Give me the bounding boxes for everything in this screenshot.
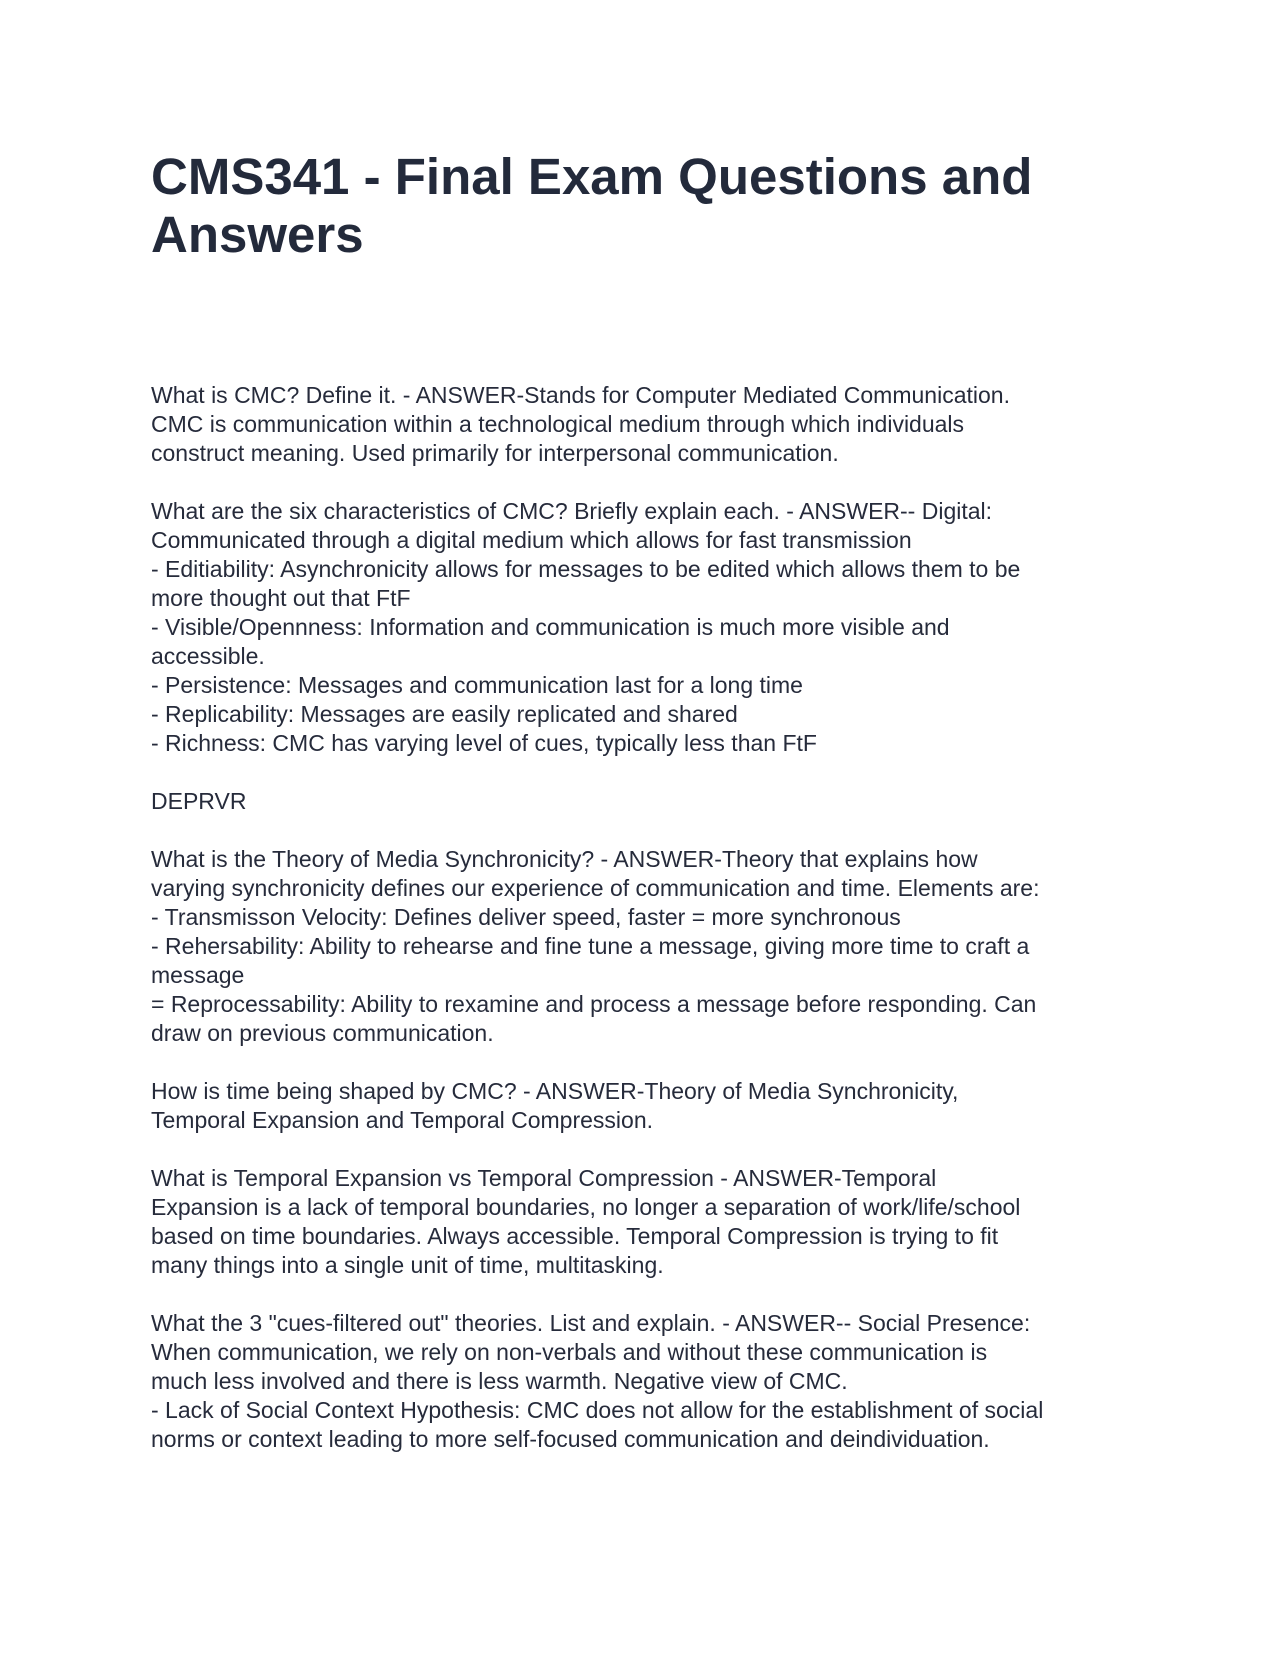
text-line: CMC is communication within a technological medium through which individuals xyxy=(151,411,965,437)
text-line: more thought out that FtF xyxy=(151,585,411,611)
text-line: based on time boundaries. Always accessible. Temporal Compression is trying to fit xyxy=(151,1223,999,1249)
document-body xyxy=(151,381,1141,1483)
text-line: - Lack of Social Context Hypothesis: CMC does not allow for the establishment of social xyxy=(151,1397,1044,1423)
text-line: = Reprocessability: Ability to rexamine and process a message before responding. Can xyxy=(151,991,1037,1017)
text-line: varying synchronicity defines our experience of communication and time. Elements are: xyxy=(151,875,1040,901)
text-line: Expansion is a lack of temporal boundaries, no longer a separation of work/life/school xyxy=(151,1194,1021,1220)
document-title xyxy=(151,148,1141,264)
text-line: What is Temporal Expansion vs Temporal Compression - ANSWER-Temporal xyxy=(151,1165,937,1191)
text-line: - Rehersability: Ability to rehearse and fine tune a message, giving more time to craft a xyxy=(151,933,1030,959)
text-line: - Transmisson Velocity: Defines deliver speed, faster = more synchronous xyxy=(151,904,901,930)
text-line: When communication, we rely on non-verbals and without these communication is xyxy=(151,1339,988,1365)
text-line: message xyxy=(151,962,245,988)
text-line: - Persistence: Messages and communication last for a long time xyxy=(151,672,803,698)
qa-temporal-expansion-compression xyxy=(151,1164,1141,1280)
text-line: much less involved and there is less warmth. Negative view of CMC. xyxy=(151,1368,848,1394)
text-line: - Richness: CMC has varying level of cues, typically less than FtF xyxy=(151,730,817,756)
text-line: many things into a single unit of time, multitasking. xyxy=(151,1252,664,1278)
qa-time-shaped xyxy=(151,1077,1141,1135)
text-line: Communicated through a digital medium which allows for fast transmission xyxy=(151,527,912,553)
qa-cmc-definition xyxy=(151,381,1141,468)
text-line: How is time being shaped by CMC? - ANSWER-Theory of Media Synchronicity, xyxy=(151,1078,959,1104)
text-line: draw on previous communication. xyxy=(151,1020,494,1046)
qa-media-synchronicity xyxy=(151,845,1141,1048)
text-line: What is CMC? Define it. - ANSWER-Stands for Computer Mediated Communication. xyxy=(151,382,1010,408)
text-line: accessible. xyxy=(151,643,265,669)
text-line: What the 3 "cues-filtered out" theories. List and explain. - ANSWER-- Social Presence: xyxy=(151,1310,1031,1336)
text-line: - Visible/Opennness: Information and communication is much more visible and xyxy=(151,614,950,640)
text-line: Temporal Expansion and Temporal Compression. xyxy=(151,1107,654,1133)
qa-six-characteristics xyxy=(151,497,1141,758)
text-line: - Editiability: Asynchronicity allows for messages to be edited which allows them to be xyxy=(151,556,1021,582)
text-line: - Replicability: Messages are easily replicated and shared xyxy=(151,701,738,727)
title-line: Answers xyxy=(151,206,364,263)
text-line: construct meaning. Used primarily for interpersonal communication. xyxy=(151,440,839,466)
title-line: CMS341 - Final Exam Questions and xyxy=(151,148,1033,205)
text-line: norms or context leading to more self-focused communication and deindividuation. xyxy=(151,1426,990,1452)
text-line: What are the six characteristics of CMC? Briefly explain each. - ANSWER-- Digital: xyxy=(151,498,993,524)
text-line: What is the Theory of Media Synchronicity? - ANSWER-Theory that explains how xyxy=(151,846,978,872)
qa-cues-filtered-out xyxy=(151,1309,1141,1454)
text-line: DEPRVR xyxy=(151,788,247,814)
mnemonic-note xyxy=(151,787,1141,816)
